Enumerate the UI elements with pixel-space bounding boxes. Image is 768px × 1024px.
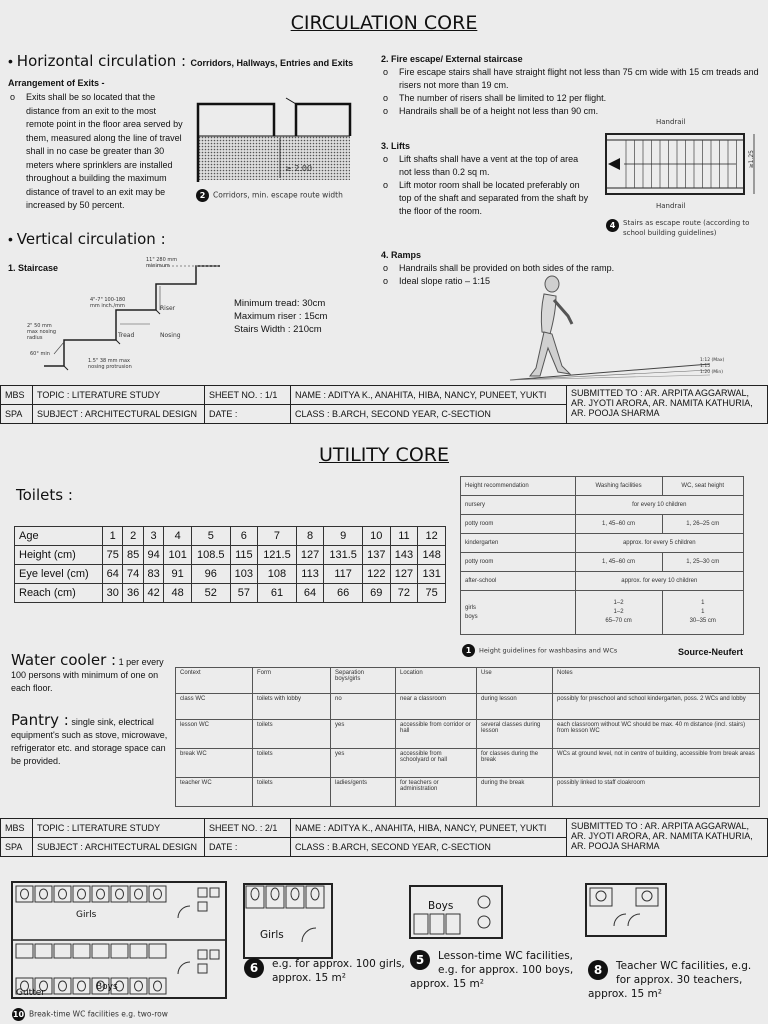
height-table-row — [461, 496, 744, 515]
age-table-cell: 137 — [362, 546, 390, 565]
context-table-cell: WCs at ground level, not in centre of building, accessible from break areas — [553, 749, 760, 778]
age-table-cell: 108 — [258, 565, 297, 584]
age-table-cell: 12 — [418, 527, 446, 546]
height-table-row — [461, 553, 744, 572]
staircase-heading: 1. Staircase — [8, 263, 59, 273]
context-table-cell: Use — [477, 668, 553, 694]
stair-bottom-note: 1.5" 38 mm max nosing protrusion — [88, 358, 132, 370]
age-table-cell: 113 — [296, 565, 324, 584]
wc-stall — [149, 978, 166, 994]
context-table-cell: toilets — [253, 720, 331, 749]
age-table-row — [15, 527, 446, 546]
handrail-top-label: Handrail — [656, 118, 686, 126]
height-table-cell: kindergarten — [461, 534, 576, 553]
sheet2-info-table: MBS TOPIC : LITERATURE STUDY SHEET NO. : 2/1 NAME : ADITYA K., ANAHITA, HIBA, NANCY, PUNEET, YUKTI SUBMITTED TO : AR. ARPITA AGGARWAL, AR. JYOTI ARORA, AR. NAMITA KATHURIA, AR. POOJA SHARMA SPA SUBJECT : ARCHITECTURAL DESIGN DATE : CLASS : B.ARCH, SECOND YEAR, C-SECTION — [0, 818, 768, 857]
teacher-wc-plan — [584, 882, 668, 938]
fire-escape-heading: 2. Fire escape/ External staircase — [381, 54, 523, 64]
lifts-heading: 3. Lifts — [381, 141, 411, 151]
pantry-text: Pantry : single sink, electrical equipment's such as stove, microwave, refrigerator etc. and storage space can be provided. — [11, 711, 168, 766]
height-table-row — [461, 572, 744, 591]
context-table-cell: no — [331, 694, 396, 720]
wc-stall — [35, 886, 52, 902]
wc-stall — [130, 886, 147, 902]
context-table-cell: accessible from schoolyard or hall — [396, 749, 477, 778]
wc-stall — [73, 944, 90, 958]
age-table-cell: 101 — [164, 546, 192, 565]
age-table-cell: 48 — [164, 584, 192, 603]
context-table-cell: ladies/gents — [331, 778, 396, 807]
height-table-cell: 1, 45–60 cm — [575, 515, 662, 534]
arrangement-text: o Exits shall be so located that the distance from an exit to the most remote point in the floor area served by them, measured along the line of travel shall in no case be greater than 30 meters where sprinklers are installed throughout a building the maximum distance of travel to an exit may be increased by 50 percent. — [10, 92, 183, 210]
age-table-cell: 11 — [390, 527, 418, 546]
height-table-cell: WC, seat height — [662, 477, 744, 496]
age-table-cell: 8 — [296, 527, 324, 546]
water-cooler-text: Water cooler : 1 per every 100 persons with minimum of one on each floor. — [11, 651, 164, 693]
height-table-cell: nursery — [461, 496, 576, 515]
wc-toilet — [59, 981, 67, 991]
plan-gutter-label: Gutter — [16, 988, 45, 998]
fig6-caption: 6 e.g. for approx. 100 girls, approx. 15 m² — [244, 957, 414, 985]
wc-toilet — [135, 981, 143, 991]
context-table-cell: break WC — [176, 749, 253, 778]
fig10-caption: 10 Break-time WC facilities e.g. two-row — [12, 1009, 168, 1019]
wc-stall — [54, 978, 71, 994]
age-table-cell: 42 — [143, 584, 163, 603]
age-table-cell: 117 — [324, 565, 363, 584]
age-table — [14, 526, 446, 603]
context-table-cell: during the break — [477, 778, 553, 807]
height-table-row — [461, 534, 744, 553]
wc-stall — [54, 886, 71, 902]
wc-stall — [16, 944, 33, 958]
age-table-cell: 103 — [230, 565, 258, 584]
height-caption: 1 Height guidelines for washbasins and WCs — [462, 644, 617, 657]
plan-girls-label: Girls — [76, 910, 97, 920]
context-table-cell: each classroom without WC should be max. 40 m distance (incl. stairs) from lesson WC — [553, 720, 760, 749]
height-table-cell: Washing facilities — [575, 477, 662, 496]
context-table-cell: yes — [331, 720, 396, 749]
age-table-cell: 75 — [103, 546, 123, 565]
age-table-row — [15, 584, 446, 603]
wc-toilet — [154, 889, 162, 899]
age-table-cell: 64 — [296, 584, 324, 603]
height-table-cell: potty room — [461, 553, 576, 572]
context-table-row — [176, 694, 760, 720]
ramps-list: o Handrails shall be provided on both sides of the ramp. o Ideal slope ratio – 1:15 — [381, 262, 681, 288]
age-table-cell: 122 — [362, 565, 390, 584]
wc-stall — [130, 978, 147, 994]
age-table-cell: 94 — [143, 546, 163, 565]
age-table-cell: 143 — [390, 546, 418, 565]
wc-washbasin — [198, 888, 207, 897]
boys-wc-plan — [408, 884, 504, 940]
age-table-cell: 30 — [103, 584, 123, 603]
age-table-cell: 9 — [324, 527, 363, 546]
wc-stall — [73, 978, 90, 994]
context-table-cell: accessible from corridor or hall — [396, 720, 477, 749]
stair-top-note: 11" 280 mm minimum — [146, 257, 178, 269]
age-table-cell: 3 — [143, 527, 163, 546]
wc-washbasin — [198, 964, 207, 973]
wc-toilet — [59, 889, 67, 899]
wc-toilet — [78, 981, 86, 991]
context-table-cell: several classes during lesson — [477, 720, 553, 749]
context-table-cell: Context — [176, 668, 253, 694]
wc-stall — [54, 944, 71, 958]
stair-angle-note: 60° min — [30, 351, 50, 357]
age-table-cell: 10 — [362, 527, 390, 546]
wc-toilet — [135, 889, 143, 899]
height-table-row — [461, 591, 744, 635]
age-table-cell: 85 — [123, 546, 143, 565]
context-table-cell: for classes during the break — [477, 749, 553, 778]
height-table-cell: Height recommendation — [461, 477, 576, 496]
wc-washbasin — [210, 888, 219, 897]
age-table-cell: 91 — [164, 565, 192, 584]
age-table-cell: 36 — [123, 584, 143, 603]
age-table-cell: 83 — [143, 565, 163, 584]
age-table-cell: 7 — [258, 527, 297, 546]
plan-girls2-label: Girls — [260, 929, 284, 941]
fig8-caption: 8 Teacher WC facilities, e.g. for approx. 30 teachers, approx. 15 m² — [588, 960, 752, 1000]
height-table-cell: girls boys — [461, 591, 576, 635]
age-table-cell: Eye level (cm) — [15, 565, 103, 584]
wc-washbasin — [198, 902, 207, 911]
ramp-slope-labels: 1:12 (Max) 1:15 1:20 (Min) — [700, 358, 725, 375]
arrangement-heading: Arrangement of Exits - — [8, 78, 105, 88]
toilets-heading: Toilets : — [16, 486, 73, 504]
corridor-diagram — [192, 94, 362, 186]
wc-stall — [111, 944, 128, 958]
handrail-dimension: ≥1.25 — [748, 150, 755, 169]
age-table-cell: 131.5 — [324, 546, 363, 565]
age-table-cell: 69 — [362, 584, 390, 603]
utility-title: UTILITY CORE — [319, 444, 449, 466]
context-table-cell: Notes — [553, 668, 760, 694]
fig5-caption: 5 Lesson-time WC facilities, e.g. for approx. 100 boys, approx. 15 m² — [410, 950, 574, 990]
age-table-cell: 5 — [191, 527, 230, 546]
wc-stall — [35, 944, 52, 958]
wc-stall — [149, 944, 166, 958]
ramps-heading: 4. Ramps — [381, 250, 422, 260]
stair-riser-label: Riser — [160, 305, 176, 312]
corridor-caption: 2 Corridors, min. escape route width — [196, 189, 343, 202]
age-table-cell: 121.5 — [258, 546, 297, 565]
vertical-heading: • Vertical circulation : — [8, 230, 166, 248]
context-table-cell: toilets with lobby — [253, 694, 331, 720]
context-table-cell: toilets — [253, 778, 331, 807]
plan-boys2-label: Boys — [428, 900, 454, 912]
context-table-cell: Separation boys/girls — [331, 668, 396, 694]
age-table-cell: 6 — [230, 527, 258, 546]
wc-toilet — [21, 889, 29, 899]
height-table-cell: after-school — [461, 572, 576, 591]
wc-stall — [16, 886, 33, 902]
age-table-row — [15, 546, 446, 565]
context-table-row — [176, 778, 760, 807]
context-table-cell: yes — [331, 749, 396, 778]
context-table-row — [176, 668, 760, 694]
wc-toilet — [78, 889, 86, 899]
sheet1-info-table: MBS TOPIC : LITERATURE STUDY SHEET NO. : 1/1 NAME : ADITYA K., ANAHITA, HIBA, NANCY, PUNEET, YUKTI SUBMITTED TO : AR. ARPITA AGGARWAL, AR. JYOTI ARORA, AR. NAMITA KATHURIA, AR. POOJA SHARMA SPA SUBJECT : ARCHITECTURAL DESIGN DATE : CLASS : B.ARCH, SECOND YEAR, C-SECTION — [0, 385, 768, 424]
plan-boys-label: Boys — [96, 982, 118, 992]
age-table-cell: 127 — [296, 546, 324, 565]
context-table-cell: Form — [253, 668, 331, 694]
wc-stall — [111, 886, 128, 902]
height-table-cell: approx. for every 5 children — [575, 534, 743, 553]
wc-toilet — [40, 889, 48, 899]
context-table-cell: possibly for preschool and school kindergarten, poss. 2 WCs and lobby — [553, 694, 760, 720]
age-table-cell: Age — [15, 527, 103, 546]
context-table — [175, 667, 760, 807]
stair-riser-range: 4"-7" 100-180 mm inch./mm — [90, 297, 126, 309]
context-table-cell: near a classroom — [396, 694, 477, 720]
wc-stall — [92, 944, 109, 958]
wc-stall — [73, 886, 90, 902]
context-table-cell: lesson WC — [176, 720, 253, 749]
escape-stairs-plan — [604, 128, 764, 204]
girls-wc-plan — [242, 882, 334, 962]
height-table-cell: potty room — [461, 515, 576, 534]
age-table-cell: 115 — [230, 546, 258, 565]
horizontal-heading: • Horizontal circulation : Corridors, Hallways, Entries and Exits — [8, 52, 354, 70]
age-table-cell: Height (cm) — [15, 546, 103, 565]
age-table-cell: 148 — [418, 546, 446, 565]
stair-nosing-label: Nosing — [160, 332, 181, 339]
wc-toilet — [116, 889, 124, 899]
height-table-cell: for every 10 children — [575, 496, 743, 515]
age-table-cell: 131 — [418, 565, 446, 584]
age-table-cell: 52 — [191, 584, 230, 603]
fire-escape-list: o Fire escape stairs shall have straight flight not less than 75 cm wide with 15 cm treads and risers not more than 19 cm. o The number of risers shall be limited to 12 per flight. o Handrails shall be of a height not less than 90 cm. — [381, 66, 761, 118]
age-table-cell: 64 — [103, 565, 123, 584]
wc-toilet — [154, 981, 162, 991]
height-recommendation-table — [460, 476, 744, 635]
context-table-cell: Location — [396, 668, 477, 694]
height-table-cell: 1 1 30–35 cm — [662, 591, 744, 635]
corridor-dimension: ≥ 2.00 — [285, 164, 313, 173]
stairs-escape-caption: 4 Stairs as escape route (according to school building guidelines) — [606, 218, 766, 238]
age-table-row — [15, 565, 446, 584]
age-table-cell: 1 — [103, 527, 123, 546]
context-table-cell: for teachers or administration — [396, 778, 477, 807]
height-table-cell: 1, 25–30 cm — [662, 553, 744, 572]
age-table-cell: Reach (cm) — [15, 584, 103, 603]
stair-left-note: 2" 50 mm max nosing radius — [27, 323, 57, 341]
age-table-cell: 2 — [123, 527, 143, 546]
wc-stall — [130, 944, 147, 958]
context-table-cell: possibly linked to staff cloakroom — [553, 778, 760, 807]
height-table-row — [461, 515, 744, 534]
height-table-row — [461, 477, 744, 496]
wc-washbasin — [198, 950, 207, 959]
height-table-cell: 1, 26–25 cm — [662, 515, 744, 534]
height-table-cell: 1, 45–60 cm — [575, 553, 662, 572]
age-table-cell: 57 — [230, 584, 258, 603]
age-table-cell: 4 — [164, 527, 192, 546]
handrail-bottom-label: Handrail — [656, 202, 686, 210]
height-table-cell: 1–2 1–2 65–70 cm — [575, 591, 662, 635]
context-table-row — [176, 720, 760, 749]
source-label: Source-Neufert — [678, 647, 744, 657]
wc-toilet — [97, 889, 105, 899]
lifts-list: o Lift shafts shall have a vent at the top of area not less than 0.2 sq m. o Lift motor room shall be located preferably on top of the shaft and separated from the shaft by the floor of the room. — [381, 153, 589, 218]
circulation-title: CIRCULATION CORE — [290, 12, 478, 34]
stair-tread-label: Tread — [118, 332, 135, 339]
age-table-cell: 66 — [324, 584, 363, 603]
age-table-cell: 74 — [123, 565, 143, 584]
age-table-cell: 96 — [191, 565, 230, 584]
context-table-cell: toilets — [253, 749, 331, 778]
context-table-cell: class WC — [176, 694, 253, 720]
height-table-cell: approx. for every 10 children — [575, 572, 743, 591]
age-table-cell: 127 — [390, 565, 418, 584]
context-table-cell: teacher WC — [176, 778, 253, 807]
wc-stall — [149, 886, 166, 902]
age-table-cell: 108.5 — [191, 546, 230, 565]
age-table-cell: 75 — [418, 584, 446, 603]
context-table-cell: during lesson — [477, 694, 553, 720]
context-table-row — [176, 749, 760, 778]
wc-stall — [92, 886, 109, 902]
wc-washbasin — [210, 950, 219, 959]
age-table-cell: 61 — [258, 584, 297, 603]
age-table-cell: 72 — [390, 584, 418, 603]
stair-specs: Minimum tread: 30cm Maximum riser : 15cm Stairs Width : 210cm — [234, 298, 328, 335]
